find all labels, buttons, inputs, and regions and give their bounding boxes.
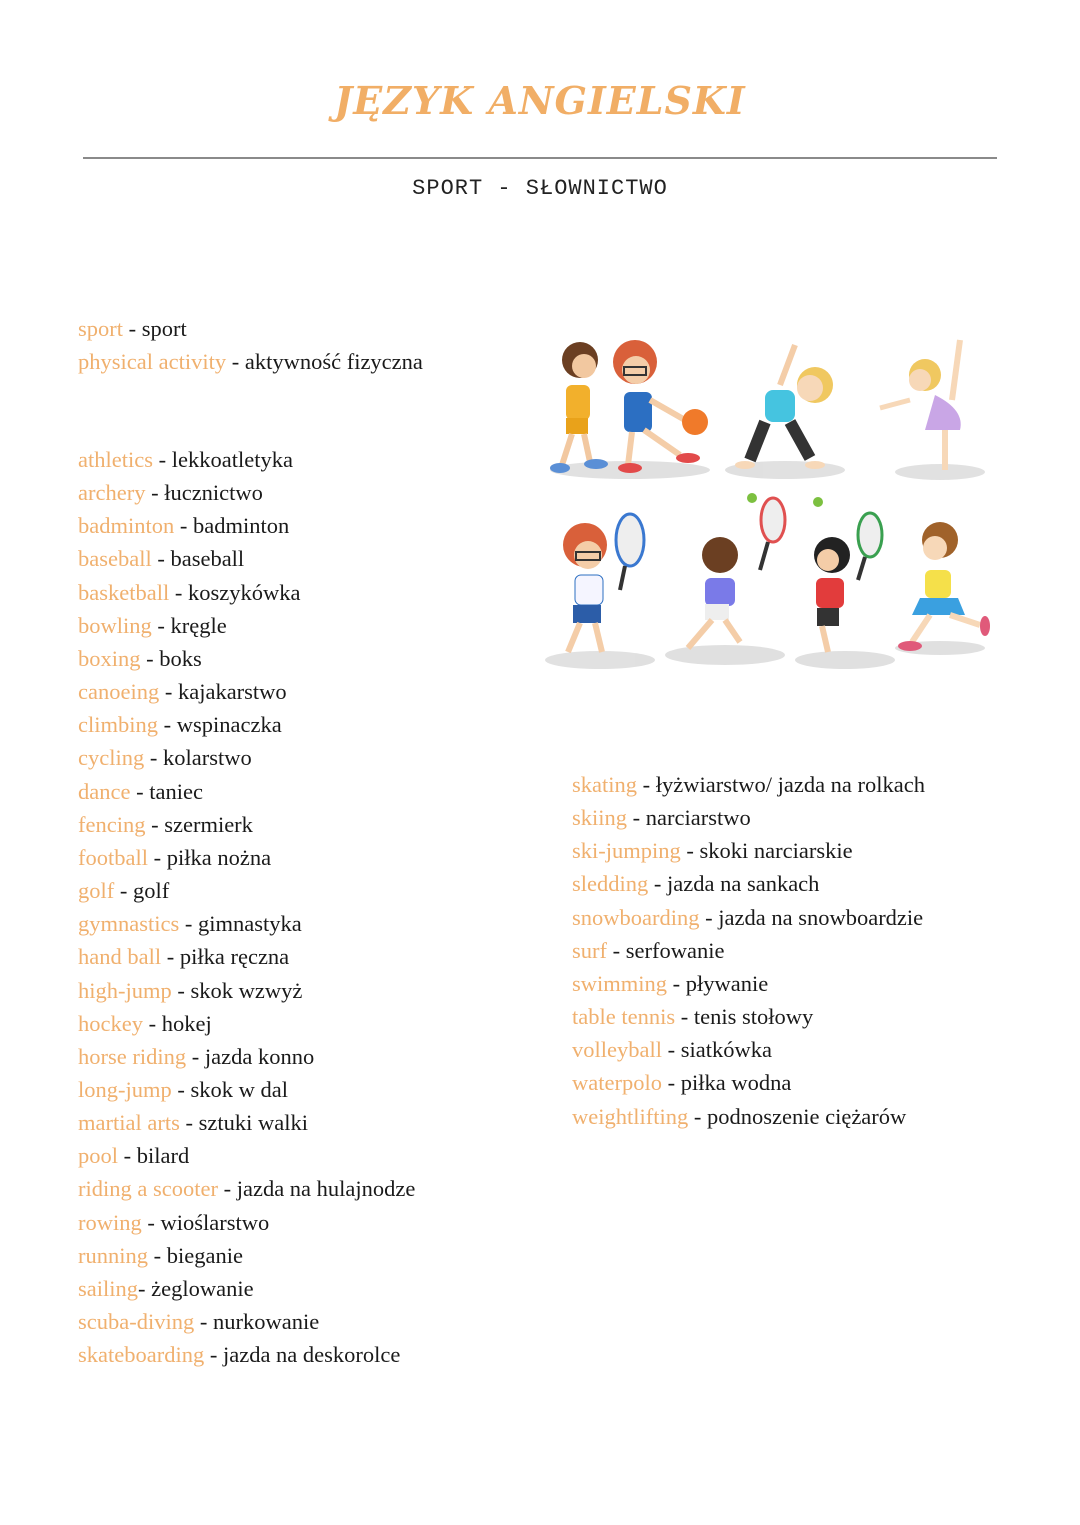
separator: - [145, 480, 165, 506]
separator: - [130, 778, 150, 804]
polish-translation: kolarstwo [162, 745, 252, 771]
tennis-boy-glasses-icon [563, 514, 644, 652]
polish-translation: pływanie [685, 970, 769, 996]
separator: - [699, 904, 719, 930]
english-term: baseball [78, 546, 152, 572]
polish-translation: aktywność fizyczna [244, 349, 423, 375]
separator: - [158, 712, 177, 738]
polish-translation: jazda na deskorolce [222, 1342, 401, 1368]
english-term: pool [78, 1143, 119, 1169]
vocab-item [78, 1272, 415, 1305]
english-term: martial arts [78, 1110, 180, 1136]
vocab-item [78, 708, 415, 741]
vocab-item [78, 841, 415, 874]
english-term: long-jump [78, 1076, 172, 1102]
english-term: skateboarding [78, 1342, 205, 1368]
english-term: badminton [78, 513, 175, 539]
vocab-item [572, 834, 925, 867]
english-term: boxing [78, 645, 141, 671]
vocab-item [572, 768, 925, 801]
separator: - [169, 579, 188, 605]
vocab-item [572, 1066, 925, 1099]
english-term: gymnastics [78, 911, 180, 937]
polish-translation: siatkówka [680, 1037, 772, 1063]
english-term: ski-jumping [572, 838, 681, 864]
polish-translation: łucznictwo [164, 480, 263, 506]
running-girl-icon [898, 522, 990, 651]
polish-translation: jazda na sankach [667, 871, 820, 897]
english-term: sport [78, 316, 123, 341]
english-term: sledding [572, 871, 649, 897]
vocab-item [78, 312, 423, 345]
vocab-item [78, 1073, 415, 1106]
polish-translation: sport [141, 316, 187, 341]
english-term: climbing [78, 712, 158, 738]
separator: - [680, 838, 700, 864]
separator: - [141, 1209, 161, 1235]
english-term: sailing [78, 1275, 138, 1301]
english-term: weightlifting [572, 1103, 689, 1129]
vocab-item [572, 967, 925, 1000]
separator: - [151, 612, 171, 638]
separator: - [140, 645, 160, 671]
vocab-item [78, 1040, 415, 1073]
tennis-boy-red-icon [813, 497, 882, 652]
vocab-item [572, 801, 925, 834]
english-term: basketball [78, 579, 170, 605]
separator: - [217, 1176, 237, 1202]
polish-translation: piłka ręczna [179, 944, 290, 970]
vocab-item [78, 476, 415, 509]
vocab-item [78, 1305, 415, 1338]
vocab-item [78, 874, 415, 907]
vocab-item [78, 609, 415, 642]
polish-translation: bilard [136, 1143, 190, 1169]
sports-kids-illustration [540, 330, 1000, 680]
vocab-item [78, 443, 415, 476]
separator: - [186, 1043, 205, 1069]
separator: - [675, 1004, 694, 1030]
english-term: archery [78, 480, 146, 506]
right-vocabulary-list [572, 768, 925, 1133]
separator: - [142, 1010, 162, 1036]
vocab-item [78, 974, 415, 1007]
polish-translation: nurkowanie [212, 1309, 320, 1335]
english-term: table tennis [572, 1004, 676, 1030]
english-term: horse riding [78, 1043, 187, 1069]
separator: - [159, 679, 178, 705]
vocab-item [78, 775, 415, 808]
polish-translation: koszykówka [187, 579, 301, 605]
separator: - [627, 805, 646, 831]
polish-translation: piłka wodna [680, 1070, 792, 1096]
separator: - [114, 878, 133, 904]
polish-translation: badminton [193, 513, 290, 539]
separator: - [145, 811, 165, 837]
english-term: athletics [78, 447, 153, 472]
polish-translation: skoki narciarskie [699, 838, 853, 864]
page-subtitle: SPORT - SŁOWNICTWO [412, 176, 668, 201]
polish-translation: skok wzwyż [190, 977, 303, 1003]
english-term: skiing [572, 805, 628, 831]
polish-translation: serfowanie [625, 937, 725, 963]
english-term: hockey [78, 1010, 143, 1036]
separator: - [138, 1275, 152, 1301]
english-term: scuba-diving [78, 1309, 195, 1335]
separator: - [147, 844, 167, 870]
english-term: riding a scooter [78, 1176, 218, 1202]
left-vocabulary-list [78, 443, 415, 1371]
english-term: running [78, 1242, 148, 1268]
vocab-item [572, 1100, 925, 1133]
polish-translation: boks [159, 645, 202, 671]
english-term: rowing [78, 1209, 142, 1235]
english-term: cycling [78, 745, 145, 771]
english-term: hand ball [78, 944, 162, 970]
vocab-item [78, 1239, 415, 1272]
separator: - [607, 937, 626, 963]
separator: - [151, 546, 171, 572]
intro-vocabulary-list [78, 312, 423, 378]
polish-translation: szermierk [164, 811, 253, 837]
polish-translation: hokej [161, 1010, 212, 1036]
polish-translation: wspinaczka [176, 712, 282, 738]
separator: - [118, 1143, 137, 1169]
polish-translation: narciarstwo [645, 805, 751, 831]
separator: - [204, 1342, 223, 1368]
title-divider [83, 157, 997, 159]
vocab-item [78, 741, 415, 774]
vocab-item [572, 867, 925, 900]
polish-translation: skok w dal [190, 1076, 288, 1102]
english-term: fencing [78, 811, 146, 837]
separator: - [148, 1242, 167, 1268]
vocab-item [78, 1206, 415, 1239]
english-term: waterpolo [572, 1070, 662, 1096]
polish-translation: kręgle [170, 612, 227, 638]
separator: - [688, 1103, 707, 1129]
separator: - [661, 1070, 681, 1096]
english-term: golf [78, 878, 115, 904]
vocab-item [78, 642, 415, 675]
separator: - [174, 513, 193, 539]
vocab-item [78, 1106, 415, 1139]
english-term: bowling [78, 612, 152, 638]
vocab-item [78, 1139, 415, 1172]
tennis-boy-blue-icon [688, 493, 785, 648]
page-title: JĘZYK ANGIELSKI [334, 78, 746, 123]
separator: - [226, 349, 245, 375]
polish-translation: piłka nożna [166, 844, 272, 870]
polish-translation: golf [133, 878, 170, 904]
separator: - [179, 911, 198, 937]
separator: - [661, 1037, 681, 1063]
polish-translation: tenis stołowy [693, 1004, 814, 1030]
vocab-item [78, 1172, 415, 1205]
polish-translation: żeglowanie [151, 1275, 254, 1301]
vocab-item [572, 1033, 925, 1066]
polish-translation: taniec [149, 778, 203, 804]
basketball-players-icon [550, 340, 708, 473]
polish-translation: jazda na snowboardzie [718, 904, 924, 930]
polish-translation: lekkoatletyka [171, 447, 293, 472]
english-term: volleyball [572, 1037, 662, 1063]
separator: - [144, 745, 163, 771]
polish-translation: łyżwiarstwo/ jazda na rolkach [655, 772, 926, 797]
separator: - [194, 1309, 213, 1335]
separator: - [179, 1110, 199, 1136]
polish-translation: gimnastyka [198, 911, 302, 937]
vocab-item [78, 808, 415, 841]
ballet-girl-icon [880, 340, 961, 470]
vocab-item [78, 509, 415, 542]
vocab-item [572, 934, 925, 967]
vocab-item [78, 940, 415, 973]
vocab-item [572, 1000, 925, 1033]
separator: - [161, 944, 180, 970]
stretching-girl-icon [735, 345, 833, 469]
vocab-item [78, 1338, 415, 1371]
english-term: skating [572, 772, 637, 797]
separator: - [152, 447, 172, 472]
english-term: snowboarding [572, 904, 700, 930]
polish-translation: wioślarstwo [160, 1209, 270, 1235]
english-term: surf [572, 937, 607, 963]
english-term: canoeing [78, 679, 160, 705]
polish-translation: sztuki walki [198, 1110, 308, 1136]
english-term: swimming [572, 970, 668, 996]
english-term: football [78, 844, 148, 870]
polish-translation: jazda konno [204, 1043, 315, 1069]
separator: - [171, 1076, 191, 1102]
separator: - [648, 871, 667, 897]
polish-translation: kajakarstwo [177, 679, 287, 705]
polish-translation: baseball [170, 546, 245, 572]
polish-translation: bieganie [166, 1242, 243, 1268]
english-term: dance [78, 778, 131, 804]
vocab-item [78, 675, 415, 708]
polish-translation: jazda na hulajnodze [236, 1176, 416, 1202]
vocab-item [78, 542, 415, 575]
english-term: high-jump [78, 977, 172, 1003]
vocab-item [78, 907, 415, 940]
vocab-item [78, 1007, 415, 1040]
separator: - [637, 772, 656, 797]
separator: - [123, 316, 142, 341]
vocab-item [572, 901, 925, 934]
english-term: physical activity [78, 349, 227, 375]
vocab-item [78, 345, 423, 378]
polish-translation: podnoszenie ciężarów [707, 1103, 907, 1129]
separator: - [171, 977, 191, 1003]
separator: - [667, 970, 686, 996]
vocab-item [78, 576, 415, 609]
